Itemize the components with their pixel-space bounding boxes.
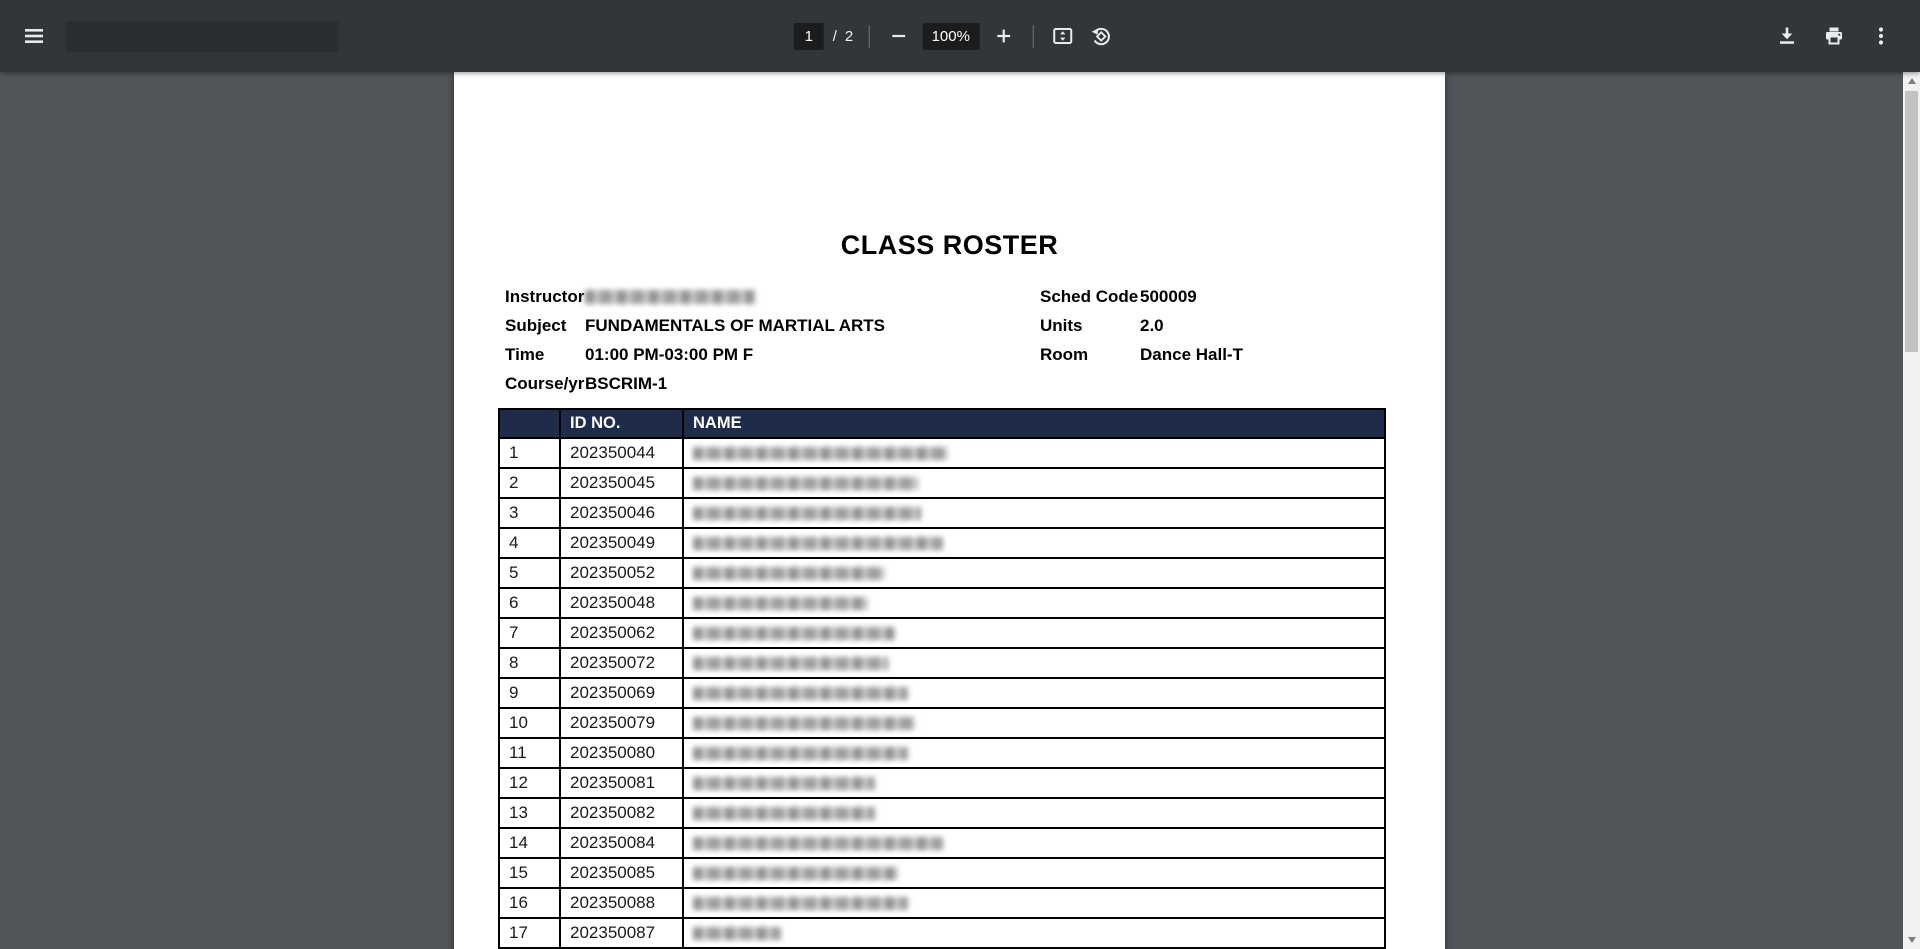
row-number-cell: 5 xyxy=(499,558,560,588)
row-name-cell xyxy=(683,678,1385,708)
student-name-redacted xyxy=(693,867,898,880)
student-name-redacted xyxy=(693,627,895,640)
info-label: Course/yr xyxy=(505,373,585,393)
table-row xyxy=(499,558,1385,588)
plus-icon xyxy=(992,25,1014,47)
table-row xyxy=(499,618,1385,648)
row-name-cell xyxy=(683,918,1385,948)
row-id-cell: 202350046 xyxy=(560,498,683,528)
row-id-cell: 202350045 xyxy=(560,468,683,498)
row-id-cell: 202350049 xyxy=(560,528,683,558)
page-count: 2 xyxy=(844,27,854,45)
row-name-cell xyxy=(683,708,1385,738)
row-id-cell: 202350088 xyxy=(560,888,683,918)
row-name-cell xyxy=(683,498,1385,528)
student-name-redacted xyxy=(693,747,908,760)
student-name-redacted xyxy=(693,807,875,820)
row-id-cell: 202350072 xyxy=(560,648,683,678)
table-row xyxy=(499,468,1385,498)
row-id-cell: 202350085 xyxy=(560,858,683,888)
row-name-cell xyxy=(683,858,1385,888)
info-units xyxy=(1040,311,1164,340)
row-number-cell: 7 xyxy=(499,618,560,648)
header-index xyxy=(499,409,560,438)
toolbar-divider xyxy=(868,25,869,48)
info-value: BSCRIM-1 xyxy=(585,373,668,393)
info-label: Room xyxy=(1040,344,1089,364)
info-label: Sched Code xyxy=(1040,286,1139,306)
row-id-cell: 202350081 xyxy=(560,768,683,798)
print-button[interactable] xyxy=(1820,22,1848,50)
table-row xyxy=(499,798,1385,828)
row-name-cell xyxy=(683,618,1385,648)
info-room xyxy=(1040,340,1243,369)
row-id-cell: 202350082 xyxy=(560,798,683,828)
scroll-down-arrow-icon xyxy=(1908,937,1916,943)
menu-button[interactable] xyxy=(10,12,58,60)
row-number-cell: 16 xyxy=(499,888,560,918)
row-number-cell: 12 xyxy=(499,768,560,798)
student-name-redacted xyxy=(693,927,781,940)
pdf-viewer-canvas xyxy=(0,72,1920,949)
kebab-menu-icon xyxy=(1869,24,1893,48)
row-id-cell: 202350052 xyxy=(560,558,683,588)
row-name-cell xyxy=(683,528,1385,558)
rotate-button[interactable] xyxy=(1086,22,1114,50)
row-number-cell: 8 xyxy=(499,648,560,678)
student-name-redacted xyxy=(693,837,943,850)
row-id-cell: 202350062 xyxy=(560,618,683,648)
row-name-cell xyxy=(683,468,1385,498)
table-header-row xyxy=(499,409,1385,438)
table-row xyxy=(499,828,1385,858)
student-name-redacted xyxy=(693,687,908,700)
scroll-up-button[interactable] xyxy=(1903,72,1920,90)
info-label: Time xyxy=(505,344,545,364)
student-name-redacted xyxy=(693,897,908,910)
table-row xyxy=(499,918,1385,948)
scroll-up-arrow-icon xyxy=(1908,78,1916,84)
row-number-cell: 11 xyxy=(499,738,560,768)
row-id-cell: 202350079 xyxy=(560,708,683,738)
roster-table-body xyxy=(499,438,1385,949)
row-number-cell: 13 xyxy=(499,798,560,828)
table-row xyxy=(499,708,1385,738)
row-name-cell xyxy=(683,558,1385,588)
info-instructor xyxy=(505,282,755,311)
student-name-redacted xyxy=(693,777,875,790)
header-id-no: ID NO. xyxy=(560,409,683,438)
minus-icon xyxy=(887,25,909,47)
row-name-cell xyxy=(683,648,1385,678)
student-name-redacted xyxy=(693,537,943,550)
table-row xyxy=(499,678,1385,708)
fit-to-page-icon xyxy=(1050,24,1074,48)
student-name-redacted xyxy=(693,507,921,520)
zoom-level-input[interactable]: 100% xyxy=(922,23,979,50)
row-name-cell xyxy=(683,768,1385,798)
info-subject xyxy=(505,311,885,340)
row-number-cell: 3 xyxy=(499,498,560,528)
page-separator: / xyxy=(832,27,837,45)
hamburger-menu-icon xyxy=(22,24,46,48)
row-id-cell: 202350048 xyxy=(560,588,683,618)
info-label: Units xyxy=(1040,315,1083,335)
table-row xyxy=(499,768,1385,798)
info-label: Subject xyxy=(505,315,567,335)
table-row xyxy=(499,648,1385,678)
roster-table xyxy=(498,408,1386,949)
row-name-cell xyxy=(683,888,1385,918)
rotate-counterclockwise-icon xyxy=(1088,24,1112,48)
fit-page-button[interactable] xyxy=(1048,22,1076,50)
print-icon xyxy=(1822,24,1846,48)
scrollbar-thumb[interactable] xyxy=(1905,91,1918,352)
pdf-page-1 xyxy=(454,72,1445,949)
row-number-cell: 4 xyxy=(499,528,560,558)
row-number-cell: 15 xyxy=(499,858,560,888)
table-row xyxy=(499,858,1385,888)
row-id-cell: 202350084 xyxy=(560,828,683,858)
row-id-cell: 202350087 xyxy=(560,918,683,948)
info-label: Instructor xyxy=(505,286,585,306)
row-id-cell: 202350080 xyxy=(560,738,683,768)
document-title-redacted xyxy=(66,21,339,52)
student-name-redacted xyxy=(693,477,918,490)
more-options-button[interactable] xyxy=(1867,22,1895,50)
row-name-cell xyxy=(683,828,1385,858)
row-name-cell xyxy=(683,438,1385,468)
info-value: 01:00 PM-03:00 PM F xyxy=(585,344,754,364)
table-row xyxy=(499,738,1385,768)
table-row xyxy=(499,438,1385,468)
zoom-out-button[interactable] xyxy=(884,22,912,50)
table-row xyxy=(499,498,1385,528)
student-name-redacted xyxy=(693,597,868,610)
scroll-down-button[interactable] xyxy=(1903,931,1920,949)
zoom-in-button[interactable] xyxy=(989,22,1017,50)
student-name-redacted xyxy=(693,567,885,580)
info-course-yr xyxy=(505,369,667,398)
row-id-cell: 202350044 xyxy=(560,438,683,468)
page-number-input[interactable]: 1 xyxy=(794,23,824,50)
row-number-cell: 14 xyxy=(499,828,560,858)
row-number-cell: 1 xyxy=(499,438,560,468)
page-title: CLASS ROSTER xyxy=(840,230,1059,260)
instructor-name-redacted xyxy=(585,290,755,304)
info-sched-code xyxy=(1040,282,1197,311)
pdf-viewer-toolbar xyxy=(0,0,1920,72)
row-number-cell: 10 xyxy=(499,708,560,738)
info-value: FUNDAMENTALS OF MARTIAL ARTS xyxy=(585,315,885,335)
student-name-redacted xyxy=(693,657,888,670)
download-icon xyxy=(1775,24,1799,48)
toolbar-divider xyxy=(1032,25,1033,48)
info-time xyxy=(505,340,753,369)
row-number-cell: 9 xyxy=(499,678,560,708)
row-number-cell: 17 xyxy=(499,918,560,948)
header-name: NAME xyxy=(683,409,1385,438)
info-value: Dance Hall-T xyxy=(1140,344,1243,364)
student-name-redacted xyxy=(693,717,915,730)
download-button[interactable] xyxy=(1773,22,1801,50)
row-name-cell xyxy=(683,798,1385,828)
table-row xyxy=(499,528,1385,558)
row-number-cell: 6 xyxy=(499,588,560,618)
info-value: 500009 xyxy=(1140,286,1197,306)
row-name-cell xyxy=(683,588,1385,618)
row-id-cell: 202350069 xyxy=(560,678,683,708)
table-row xyxy=(499,888,1385,918)
vertical-scrollbar[interactable] xyxy=(1903,72,1920,949)
row-number-cell: 2 xyxy=(499,468,560,498)
table-row xyxy=(499,588,1385,618)
row-name-cell xyxy=(683,738,1385,768)
info-value: 2.0 xyxy=(1140,315,1164,335)
student-name-redacted xyxy=(693,447,948,460)
